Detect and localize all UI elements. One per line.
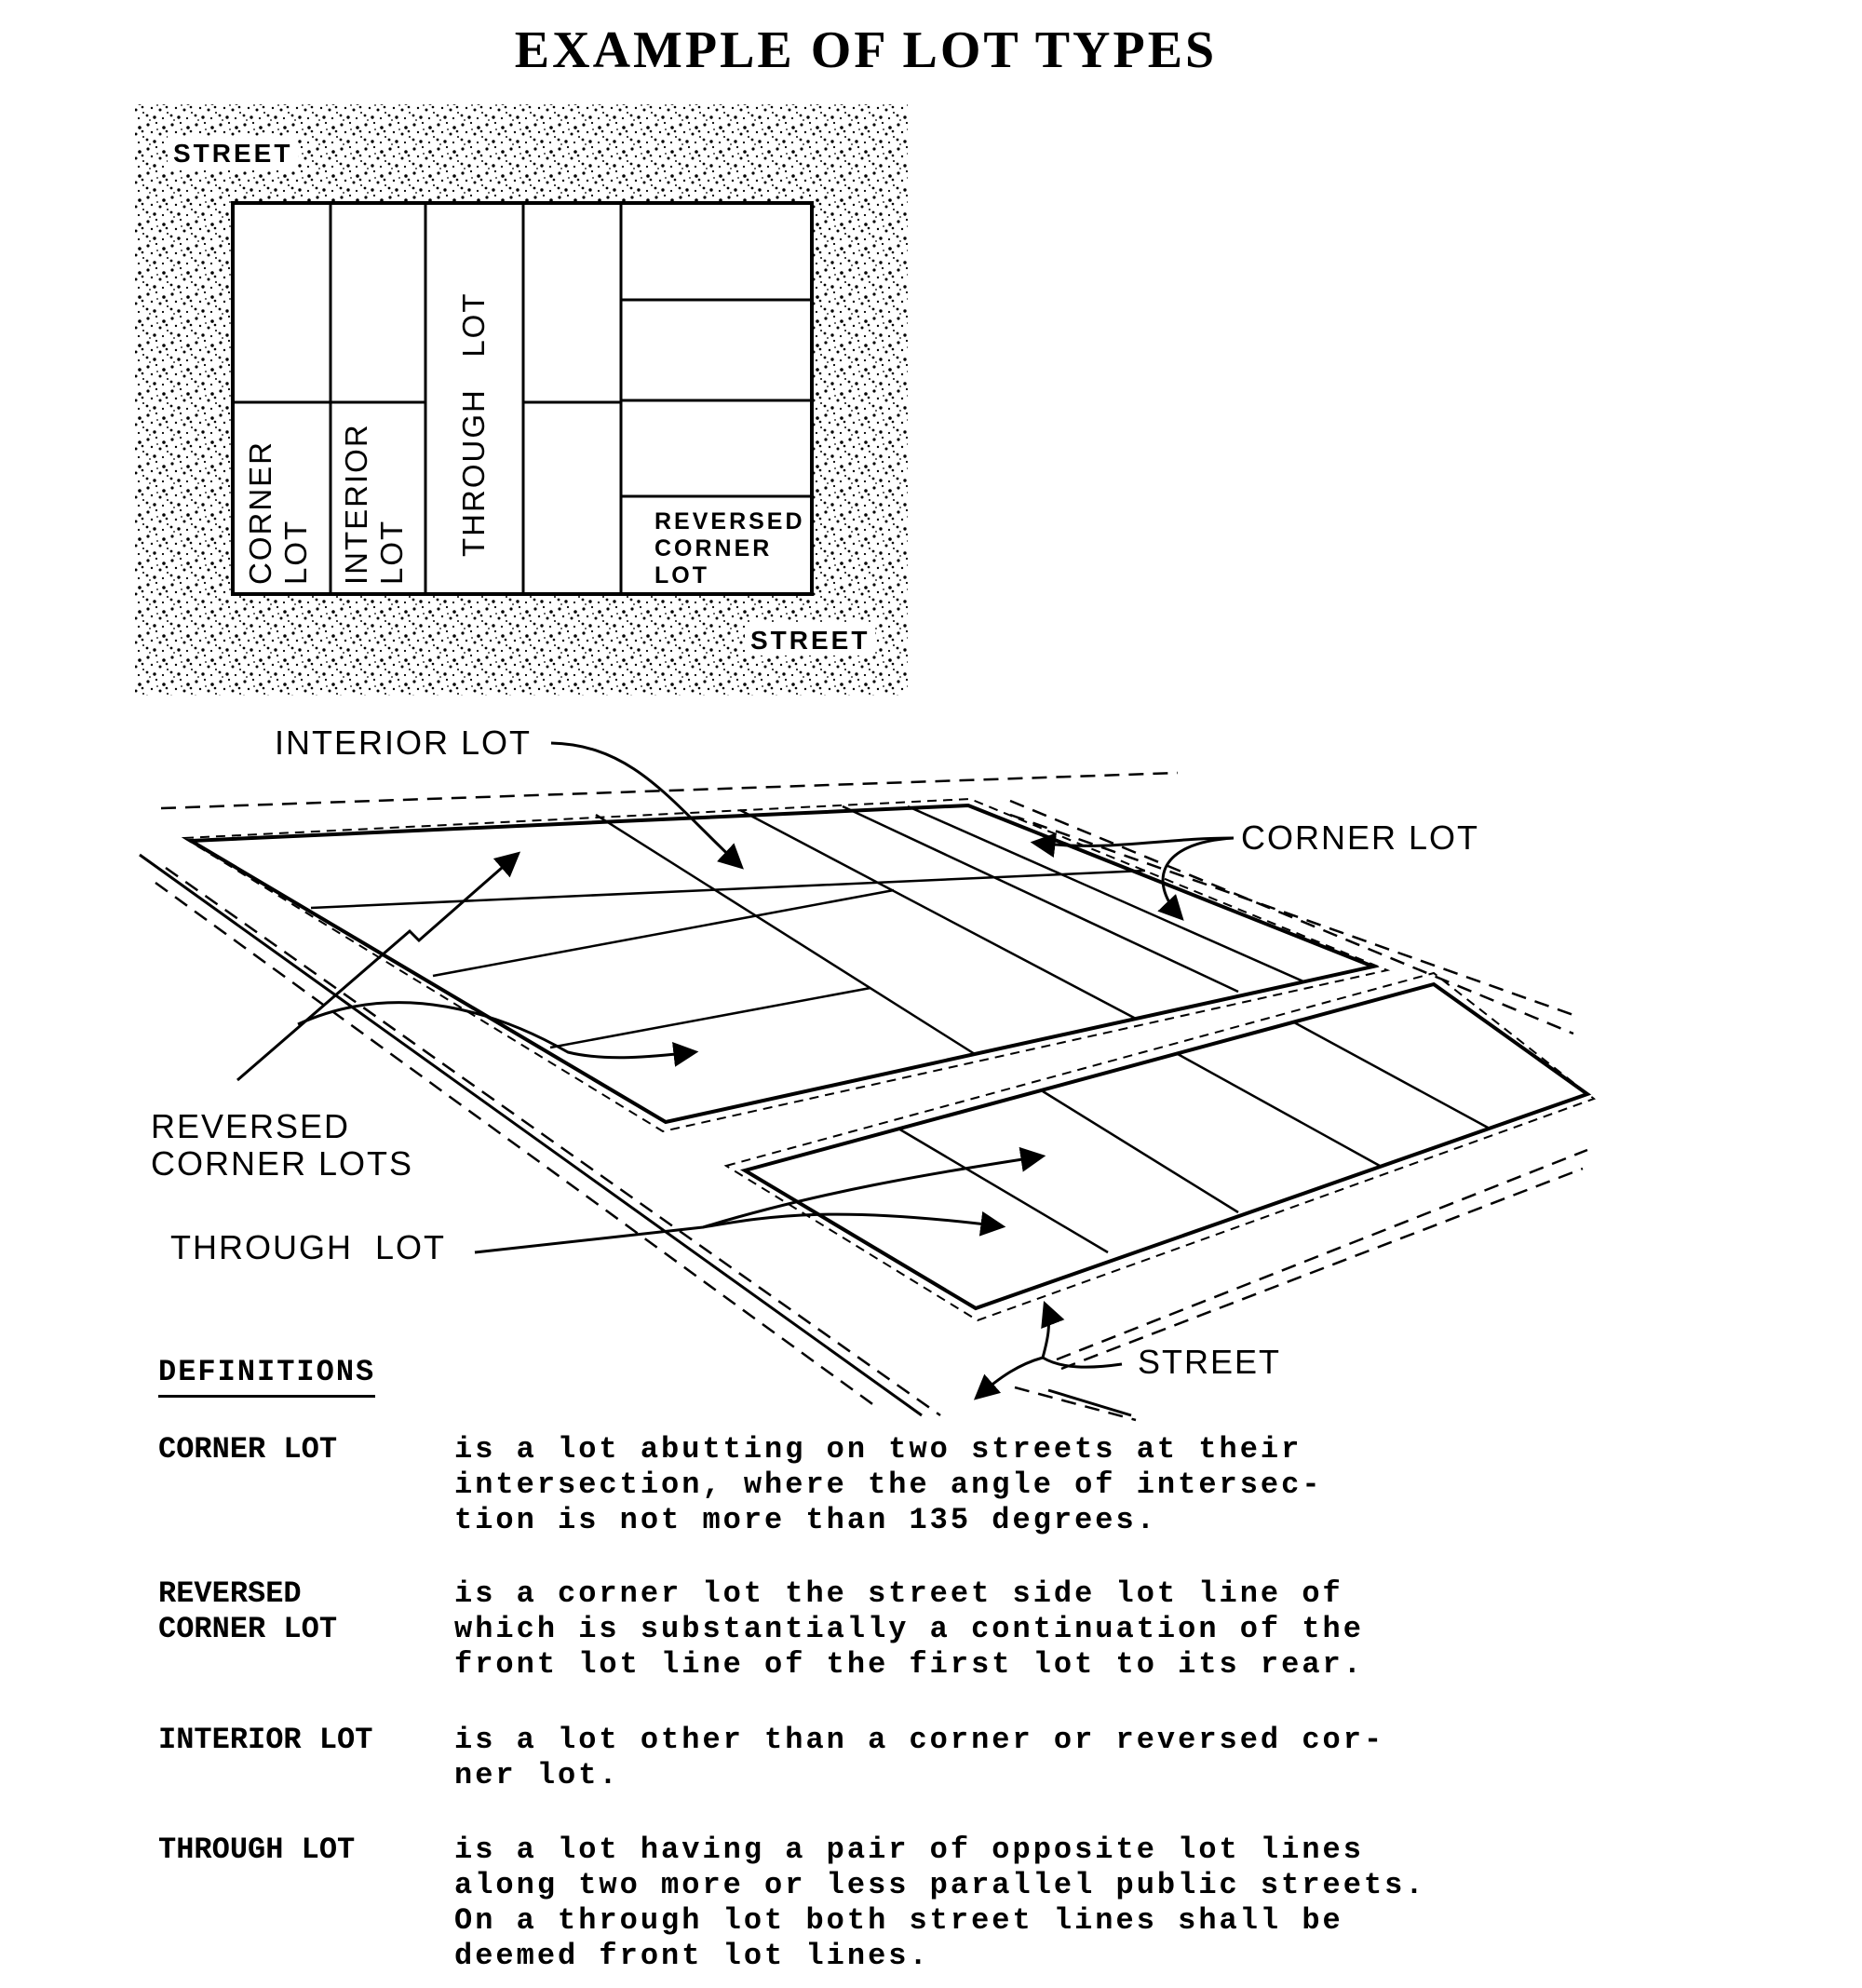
- lower-block-dashed-outline: [726, 973, 1594, 1320]
- definitions-heading: DEFINITIONS: [158, 1355, 375, 1398]
- street-dashed-lines: [155, 773, 1587, 1420]
- plan-corner-lot-label: CORNER LOT: [243, 440, 313, 585]
- perspective-interior-lot-label: INTERIOR LOT: [275, 724, 533, 762]
- perspective-view: [140, 724, 1594, 1420]
- plan-reversed-corner-lot-label: REVERSED CORNER LOT: [654, 508, 805, 588]
- definition-term: CORNER LOT: [158, 1432, 338, 1467]
- plan-interior-lot-label: INTERIOR LOT: [339, 423, 409, 585]
- definition-text: is a lot other than a corner or reversed cor- ner lot.: [454, 1723, 1385, 1792]
- definition-text: is a corner lot the street side lot line of which is substantially a continuation of the front lot line of the first lot to its rear.: [454, 1576, 1364, 1682]
- definition-term: REVERSED CORNER LOT: [158, 1576, 338, 1646]
- plan-street-bottom-label: STREET: [750, 626, 870, 655]
- plan-through-lot-label: THROUGH LOT: [456, 291, 491, 557]
- plan-street-top-label: STREET: [173, 139, 293, 168]
- definition-term: THROUGH LOT: [158, 1832, 356, 1867]
- perspective-street-label: STREET: [1138, 1343, 1282, 1381]
- perspective-through-lot-label: THROUGH LOT: [170, 1228, 447, 1266]
- upper-block-outline: [191, 805, 1373, 1122]
- upper-block-dashed-outline: [184, 799, 1387, 1131]
- definition-text: is a lot having a pair of opposite lot lines along two more or less parallel public streets. On a through lot both street lines shall be deemed front lot lines.: [454, 1832, 1426, 1973]
- perspective-corner-lot-label: CORNER LOT: [1241, 818, 1480, 857]
- lower-block-lot-lines: [898, 1022, 1490, 1252]
- page-title: EXAMPLE OF LOT TYPES: [514, 21, 1218, 79]
- definition-term: INTERIOR LOT: [158, 1723, 373, 1757]
- definition-text: is a lot abutting on two streets at their intersection, where the angle of intersec- tion is not more than 135 degrees.: [454, 1432, 1323, 1537]
- plan-view: [135, 104, 908, 696]
- perspective-reversed-corner-lots-label: REVERSED CORNER LOTS: [151, 1107, 414, 1183]
